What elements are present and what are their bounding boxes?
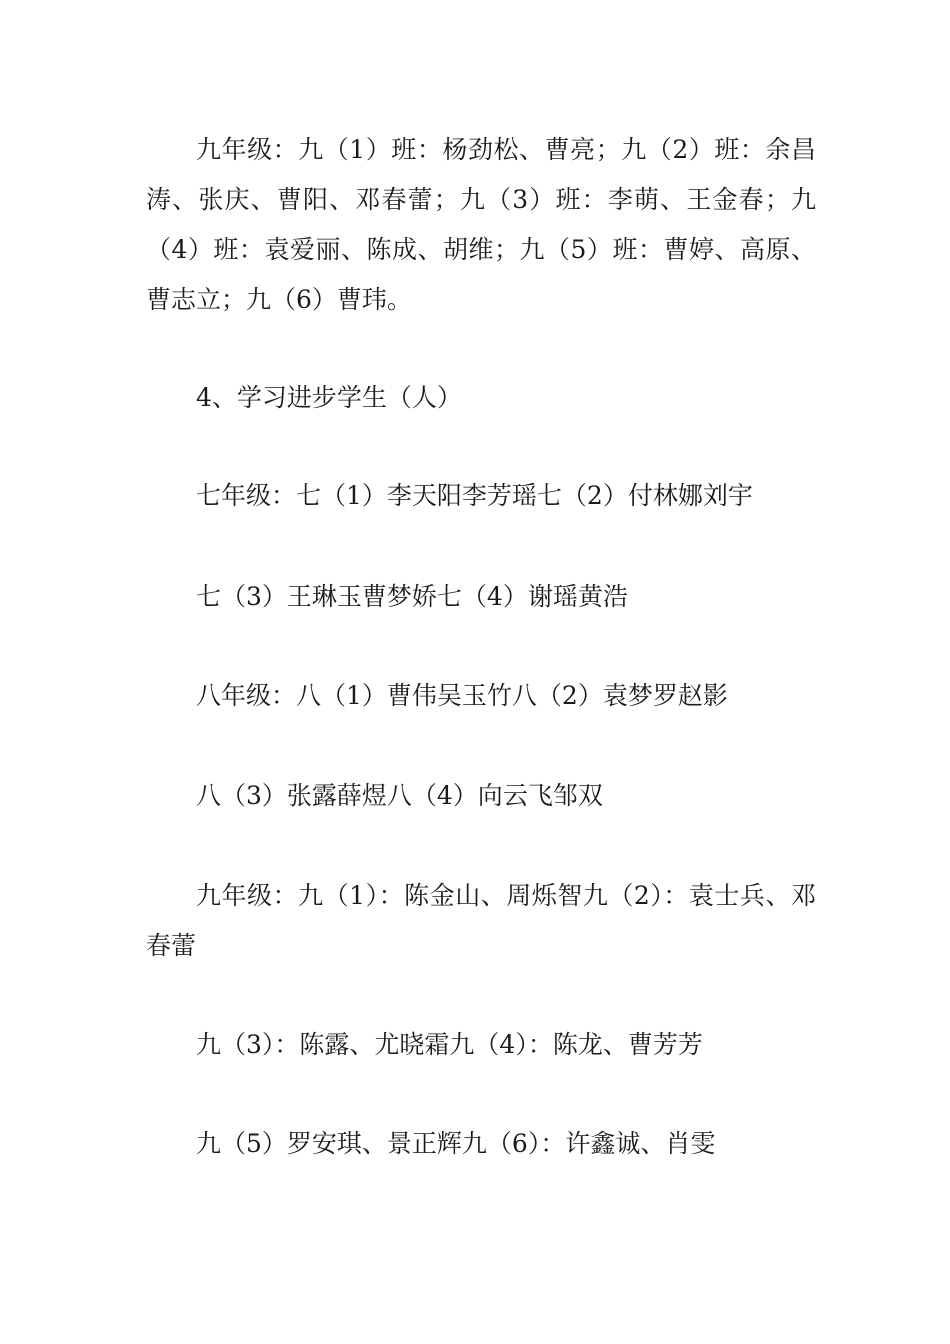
- paragraph-grade7-line1: 七年级：七（1）李天阳李芳瑶七（2）付林娜刘宇: [196, 481, 753, 510]
- paragraph-grade8-line1: 八年级：八（1）曹伟吴玉竹八（2）袁梦罗赵影: [196, 681, 728, 710]
- paragraph-grade9-excellent: 九年级：九（1）班：杨劲松、曹亮；九（2）班：余昌涛、张庆、曹阳、邓春蕾；九（3）班：李萌、王金春；九（4）班：袁爱丽、陈成、胡维；九（5）班：曹婷、高原、曹志立；九（6）曹玮。: [146, 135, 816, 314]
- paragraph-grade8-line2: 八（3）张露薛煜八（4）向云飞邹双: [196, 781, 603, 810]
- paragraph-grade9-line1: 九年级：九（1）：陈金山、周烁智九（2）：袁士兵、邓春蕾: [146, 881, 816, 960]
- section-heading-progress-students: 4、学习进步学生（人）: [196, 383, 462, 412]
- paragraph-grade9-line2: 九（3）：陈露、尤晓霜九（4）：陈龙、曹芳芳: [196, 1030, 703, 1059]
- paragraph-grade7-line2: 七（3）王琳玉曹梦娇七（4）谢瑶黄浩: [196, 582, 628, 611]
- paragraph-grade9-line3: 九（5）罗安琪、景正辉九（6）：许鑫诚、肖雯: [196, 1129, 716, 1158]
